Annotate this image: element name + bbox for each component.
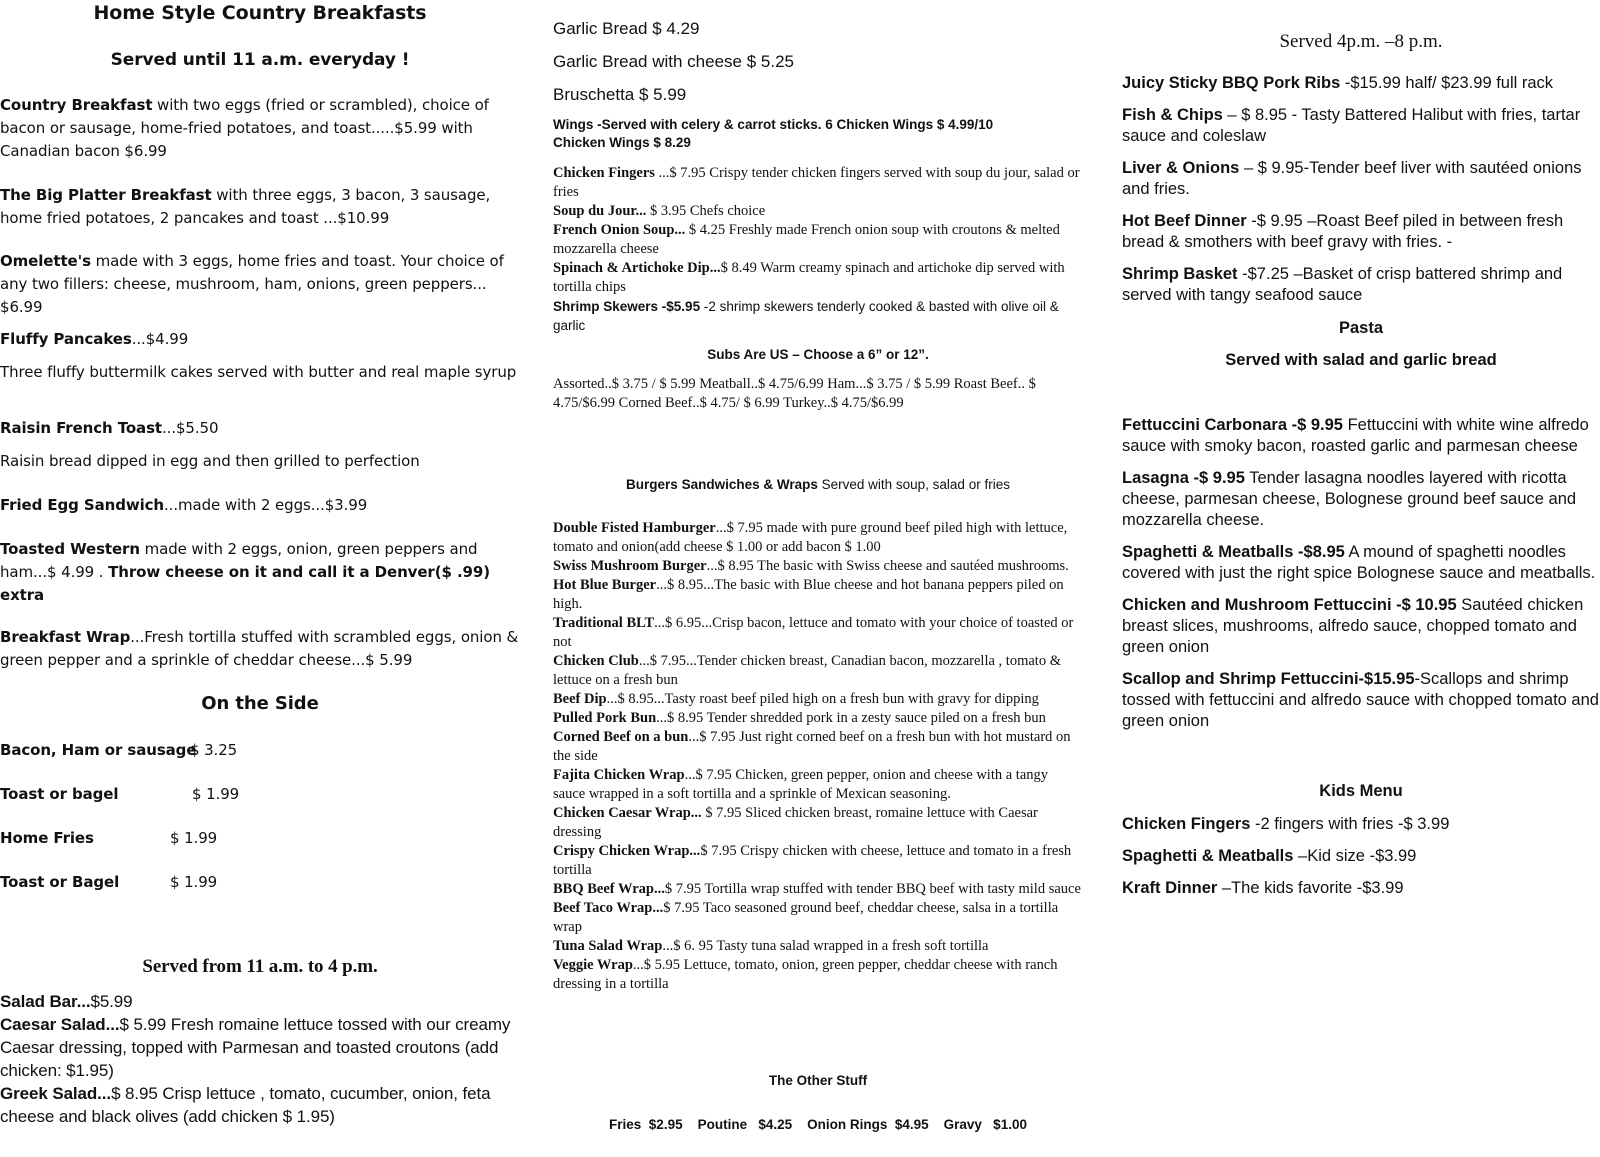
lunch-items	[0, 990, 520, 1128]
menu-item: Fajita Chicken Wrap...$ 7.95 Chicken, green pepper, onion and cheese with a tangy sauce wrapped in a soft tortilla and a sprinkle of Mexican seasoning.	[553, 767, 1049, 802]
burgers-list	[553, 519, 1083, 994]
menu-item: Fluffy Pancakes...$4.99	[0, 330, 189, 348]
lunch-title: Served from 11 a.m. to 4 p.m.	[142, 956, 378, 977]
menu-item: Lasagna -$ 9.95 Tender lasagna noodles layered with ricotta cheese, parmesan cheese, Bolognese ground beef sauce and mozzarella cheese.	[1122, 469, 1577, 529]
menu-item: Scallop and Shrimp Fettuccini-$15.95-Scallops and shrimp tossed with fettuccini and alfredo sauce with chopped tomato and green onion	[1122, 670, 1599, 730]
wings-line: Wings -Served with celery & carrot sticks. 6 Chicken Wings $ 4.99/10 Chicken Wings $ 8.29	[553, 117, 994, 150]
other-title: The Other Stuff	[768, 1073, 868, 1088]
menu-item: Raisin French Toast...$5.50	[0, 419, 219, 437]
menu-item: Chicken Caesar Wrap... $ 7.95 Sliced chicken breast, romaine lettuce with Caesar dressing	[553, 805, 1038, 840]
menu-item: Kraft Dinner –The kids favorite -$3.99	[1122, 879, 1404, 897]
menu-item: Traditional BLT...$ 6.95...Crisp bacon, lettuce and tomato with your choice of toasted or not	[553, 615, 1074, 650]
menu-item: Tuna Salad Wrap...$ 6. 95 Tasty tuna salad wrapped in a fresh soft tortilla	[553, 938, 989, 954]
menu-item: Breakfast Wrap...Fresh tortilla stuffed with scrambled eggs, onion & green pepper and a sprinkle of cheddar cheese...$ 5.99	[0, 628, 519, 669]
menu-item: Crispy Chicken Wrap...$ 7.95 Crispy chicken with cheese, lettuce and tomato in a fresh tortilla	[553, 843, 1072, 878]
menu-item: Hot Blue Burger...$ 8.95...The basic with Blue cheese and hot banana peppers piled on high.	[553, 577, 1064, 612]
menu-item: Garlic Bread $ 4.29	[553, 19, 700, 38]
pasta-title: Pasta	[1338, 319, 1384, 337]
pasta-list	[1122, 415, 1600, 732]
menu-item: Shrimp Basket -$7.25 –Basket of crisp battered shrimp and served with tangy seafood sauce	[1122, 265, 1563, 304]
menu-item: Beef Dip...$ 8.95...Tasty roast beef piled high on a fresh bun with gravy for dipping	[553, 691, 1039, 707]
starters-list	[553, 164, 1083, 335]
menu-item: Fish & Chips – $ 8.95 - Tasty Battered Halibut with fries, tartar sauce and coleslaw	[1122, 106, 1581, 145]
menu-item: Hot Beef Dinner -$ 9.95 –Roast Beef piled in between fresh bread & smothers with beef gravy with fries. -	[1122, 212, 1564, 251]
menu-item: Pulled Pork Bun...$ 8.95 Tender shredded pork in a zesty sauce piled on a fresh bun	[553, 710, 1046, 726]
subs-title: Subs Are US – Choose a 6” or 12”.	[707, 347, 929, 362]
menu-item: Beef Taco Wrap...$ 7.95 Taco seasoned ground beef, cheddar cheese, salsa in a tortilla wrap	[553, 900, 1059, 935]
menu-item: Double Fisted Hamburger...$ 7.95 made with pure ground beef piled high with lettuce, tomato and onion(add cheese $ 1.00 or add bacon $ 1.00	[553, 520, 1068, 555]
menu-item: Juicy Sticky BBQ Pork Ribs -$15.99 half/ $23.99 full rack	[1122, 74, 1554, 92]
menu-item: Fried Egg Sandwich...made with 2 eggs...$3.99	[0, 496, 368, 514]
menu-item: Spinach & Artichoke Dip...$ 8.49 Warm creamy spinach and artichoke dip served with tortilla chips	[553, 260, 1065, 295]
burgers-title: Burgers Sandwiches & Wraps Served with soup, salad or fries	[626, 477, 1010, 492]
menu-item: Country Breakfast with two eggs (fried or scrambled), choice of bacon or sausage, home-fried potatoes, and toast.....$5.99 with Canadian bacon $6.99	[0, 96, 489, 160]
dinner-title: Served 4p.m. –8 p.m.	[1279, 31, 1443, 52]
menu-item: Chicken Club...$ 7.95...Tender chicken breast, Canadian bacon, mozzarella , tomato & lettuce on a fresh bun	[553, 653, 1061, 688]
menu-item: Toasted Western made with 2 eggs, onion, green peppers and ham...$ 4.99 . Throw cheese on it and call it a Denver($ .99) extra	[0, 540, 490, 604]
menu-item: Greek Salad...$ 8.95 Crisp lettuce , tomato, cucumber, onion, feta cheese and black olives (add chicken $ 1.95)	[0, 1084, 491, 1126]
menu-item: French Onion Soup... $ 4.25 Freshly made French onion soup with croutons & melted mozzarella cheese	[553, 222, 1060, 257]
menu-item: Chicken and Mushroom Fettuccini -$ 10.95 Sautéed chicken breast slices, mushrooms, alfredo sauce, chopped tomato and green onion	[1122, 596, 1584, 656]
menu-item: Shrimp Skewers -$5.95 -2 shrimp skewers tenderly cooked & basted with olive oil & garlic	[553, 299, 1059, 333]
menu-item-description: Raisin bread dipped in egg and then grilled to perfection	[0, 452, 420, 470]
menu-item: The Big Platter Breakfast with three eggs, 3 bacon, 3 sausage, home fried potatoes, 2 pancakes and toast ...$10.99	[0, 186, 491, 227]
menu-item: Corned Beef on a bun...$ 7.95 Just right corned beef on a fresh bun with hot mustard on the side	[553, 729, 1071, 764]
menu-item: Fettuccini Carbonara -$ 9.95 Fettuccini with white wine alfredo sauce with smoky bacon, roasted garlic and parmesan cheese	[1122, 416, 1589, 455]
menu-item: Caesar Salad...$ 5.99 Fresh romaine lettuce tossed with our creamy Caesar dressing, topped with Parmesan and toasted croutons (add chicken: $1.95)	[0, 1015, 511, 1080]
breakfast-title: Home Style Country Breakfasts	[93, 2, 427, 24]
dinner-list	[1122, 73, 1600, 306]
menu-item: Veggie Wrap...$ 5.95 Lettuce, tomato, onion, green pepper, cheddar cheese with ranch dressing in a tortilla	[553, 957, 1058, 992]
menu-item: Garlic Bread with cheese $ 5.25	[553, 52, 794, 71]
menu-item-description: Three fluffy buttermilk cakes served with butter and real maple syrup	[0, 363, 517, 381]
menu-item: Swiss Mushroom Burger...$ 8.95 The basic with Swiss cheese and sautéed mushrooms.	[553, 558, 1069, 574]
menu-item: Chicken Fingers -2 fingers with fries -$ 3.99	[1122, 815, 1450, 833]
menu-item: Omelette's made with 3 eggs, home fries and toast. Your choice of any two fillers: cheese, mushroom, ham, onions, green peppers... $6.99	[0, 252, 504, 316]
menu-item: Soup du Jour... $ 3.95 Chefs choice	[553, 203, 766, 219]
menu-item: Bruschetta $ 5.99	[553, 85, 687, 104]
menu-item: Chicken Fingers ...$ 7.95 Crispy tender chicken fingers served with soup du jour, salad or fries	[553, 165, 1080, 200]
menu-item: Salad Bar...$5.99	[0, 992, 133, 1011]
menu-item: Spaghetti & Meatballs –Kid size -$3.99	[1122, 847, 1417, 865]
subs-prices: Assorted..$ 3.75 / $ 5.99 Meatball..$ 4.75/6.99 Ham...$ 3.75 / $ 5.99 Roast Beef.. $ 4.75/$6.99 Corned Beef..$ 4.75/ $ 6.99 Turkey..$ 4.75/$6.99	[553, 376, 1036, 411]
side-title: On the Side	[201, 693, 319, 714]
pasta-subtitle: Served with salad and garlic bread	[1225, 351, 1497, 369]
menu-item: Liver & Onions – $ 9.95-Tender beef liver with sautéed onions and fries.	[1122, 159, 1582, 198]
kids-title: Kids Menu	[1319, 782, 1403, 800]
other-items: Fries $2.95 Poutine $4.25 Onion Rings $4.95 Gravy $1.00	[609, 1117, 1027, 1132]
menu-item: BBQ Beef Wrap...$ 7.95 Tortilla wrap stuffed with tender BBQ beef with tasty mild sauce	[553, 881, 1081, 897]
menu-item: Spaghetti & Meatballs -$8.95 A mound of spaghetti noodles covered with just the right spice Bolognese sauce and meatballs.	[1122, 543, 1596, 582]
kids-list	[1122, 814, 1600, 899]
breakfast-subtitle: Served until 11 a.m. everyday !	[110, 50, 410, 70]
